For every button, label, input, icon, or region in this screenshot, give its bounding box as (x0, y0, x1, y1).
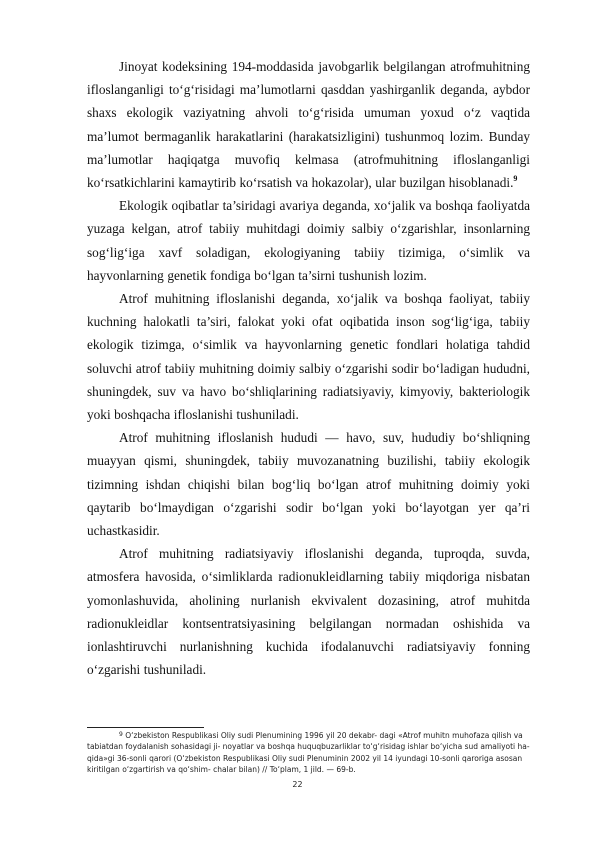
footnote-mark: 9 (119, 731, 123, 738)
paragraph-1-text: Jinoyat kodeksining 194-moddasida javobgarlik belgilangan atrofmuhitning ifloslanganligi to‘g‘risidagi ma’lumotlarni qasddan yashirganlik deganda, aybdor shaxs ekologik vaziyatning ahvoli to‘g‘risida umuman yoxud o‘z vaqtida ma’lumot bermaganlik harakatlarini (harakatsizligini) tushunmoq lozim. Bunday ma’lumotlar haqiqatga muvofiq kelmasa (atrofmuhitning ifloslanganligi ko‘rsatkichlarini kamaytirib ko‘rsatish va hokazolar), ular buzilgan hisoblanadi. (87, 59, 530, 191)
footnote-text: O‘zbekiston Respublikasi Oliy sudi Plenumining 1996 yil 20 dekabr- dagi «Atrof muhitn muhofaza qilish va tabiatdan foydalanish sohasidagi ji- noyatlar va boshqa huquqbuzarliklar to‘g‘risidag ishlar bo‘yicha sud amaliyoti ha- qida»gi 36-sonli qarori (O‘zbekiston Respublikasi Oliy sudi Plenuminin 2002 yil 14 iyundagi 10-sonli qaroriga asosan kiritilgan o‘zgartirish va qo‘shim- chalar bilan) // To‘plam, 1 jild. — 69-b. (87, 731, 530, 775)
paragraph-1 (87, 55, 530, 194)
footnote-reference[interactable]: 9 (513, 174, 518, 184)
document-body (87, 0, 530, 681)
paragraph-5: Atrof muhitning radiatsiyaviy ifloslanishi deganda, tuproqda, suvda, atmosfera havosida, o‘simliklarda radionukleidlarning tabiiy miqdoriga nisbatan yomonlashuvida, aholining nurlanish ekvivalent dozasining, atrof muhitda radionukleidlar kontsentratsiyasining belgilangan normadan oshishida va ionlashtiruvchi nurlanishning kuchida ifodalanuvchi radiatsiyaviy fonning o‘zgarishi tushuniladi. (87, 546, 530, 678)
paragraph-3: Atrof muhitning ifloslanishi deganda, xo‘jalik va boshqa faoliyat, tabiiy kuchning halokatli ta’siri, falokat yoki ofat oqibatida inson sog‘lig‘iga, tabiiy ekologik tizimga, o‘simlik va hayvonlarning genetic fondlari holatiga tahdid soluvchi atrof tabiiy muhitning doimiy salbiy o‘zgarishi sodir bo‘ladigan hududni, shuningdek, suv va havo bo‘shliqlarining radiatsiyaviy, kimyoviy, bakteriologik yoki boshqacha ifloslanishi tushuniladi. (87, 291, 530, 423)
paragraph-2: Ekologik oqibatlar ta’siridagi avariya deganda, xo‘jalik va boshqa faoliyatda yuzaga kelgan, atrof tabiiy muhitdagi doimiy salbiy o‘zgarishlar, insonlarning sog‘lig‘iga xavf soladigan, ekologiyaning tabiiy tizimiga, o‘simlik va hayvonlarning genetik fondiga bo‘lgan ta’sirni tushunish lozim. (87, 198, 530, 283)
page-number: 22 (292, 780, 303, 789)
footnote (87, 729, 530, 776)
paragraph-4: Atrof muhitning ifloslanish hududi — havo, suv, hududiy bo‘shliqning muayyan qismi, shuningdek, tabiiy muvozanatning buzilishi, tabiiy ekologik tizimning ishdan chiqishi bilan bog‘liq bo‘lgan atrof muhitning doimiy yoki qaytarib bo‘lmaydigan o‘zgarishi sodir bo‘lgan yoki bo‘layotgan yer qa’ri uchastkasidir. (87, 430, 530, 539)
footnote-divider (87, 727, 204, 728)
